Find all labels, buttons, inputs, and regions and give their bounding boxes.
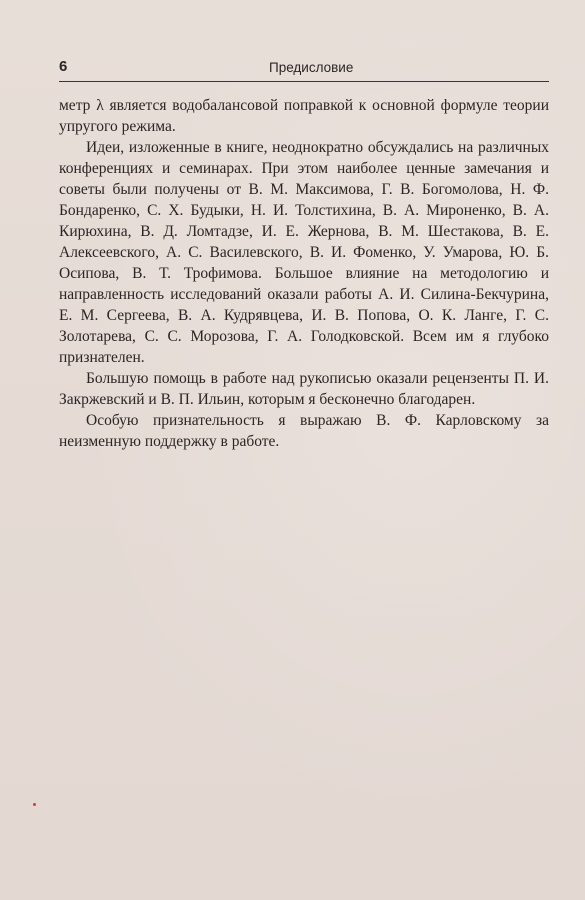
paper-blemish: [33, 803, 36, 806]
paragraph-reviewers: Большую помощь в работе над рукописью оказали рецензенты П. И. Закржевский и В. П. Ильин, которым я бесконечно благодарен.: [59, 370, 549, 408]
page-number: 6: [59, 58, 68, 75]
page-header: [59, 58, 549, 80]
paragraph-special-thanks: Особую признательность я выражаю В. Ф. Карловскому за неизменную поддержку в работе.: [59, 412, 549, 450]
running-title: Предисловие: [269, 60, 354, 75]
body-text: [59, 95, 549, 452]
paragraph-acknowledgements: Идеи, изложенные в книге, неоднократно обсуждались на различных конференциях и семинарах. При этом наиболее ценные замечания и советы были получены от В. М. Максимова, Г. В. Богомолова, Н. Ф. Бондаренко, С. Х. Будыки, Н. И. Толстихина, В. А. Мироненко, В. А. Кирюхина, В. Д. Ломтадзе, И. Е. Жернова, В. М. Шестакова, В. Е. Алексеевского, А. С. Василевского, В. И. Фоменко, У. Умарова, Ю. Б. Осипова, В. Т. Трофимова. Большое влияние на методологию и направленность исследований оказали работы А. И. Силина-Бекчурина, Е. М. Сергеева, В. А. Кудрявцева, И. В. Попова, О. К. Ланге, Г. С. Золотарева, С. С. Морозова, Г. А. Голодковской. Всем им я глубоко признателен.: [59, 139, 549, 366]
paragraph-continued: метр λ является водобалансовой поправкой к основной формуле теории упругого режима.: [59, 97, 549, 135]
header-rule: [59, 81, 549, 82]
